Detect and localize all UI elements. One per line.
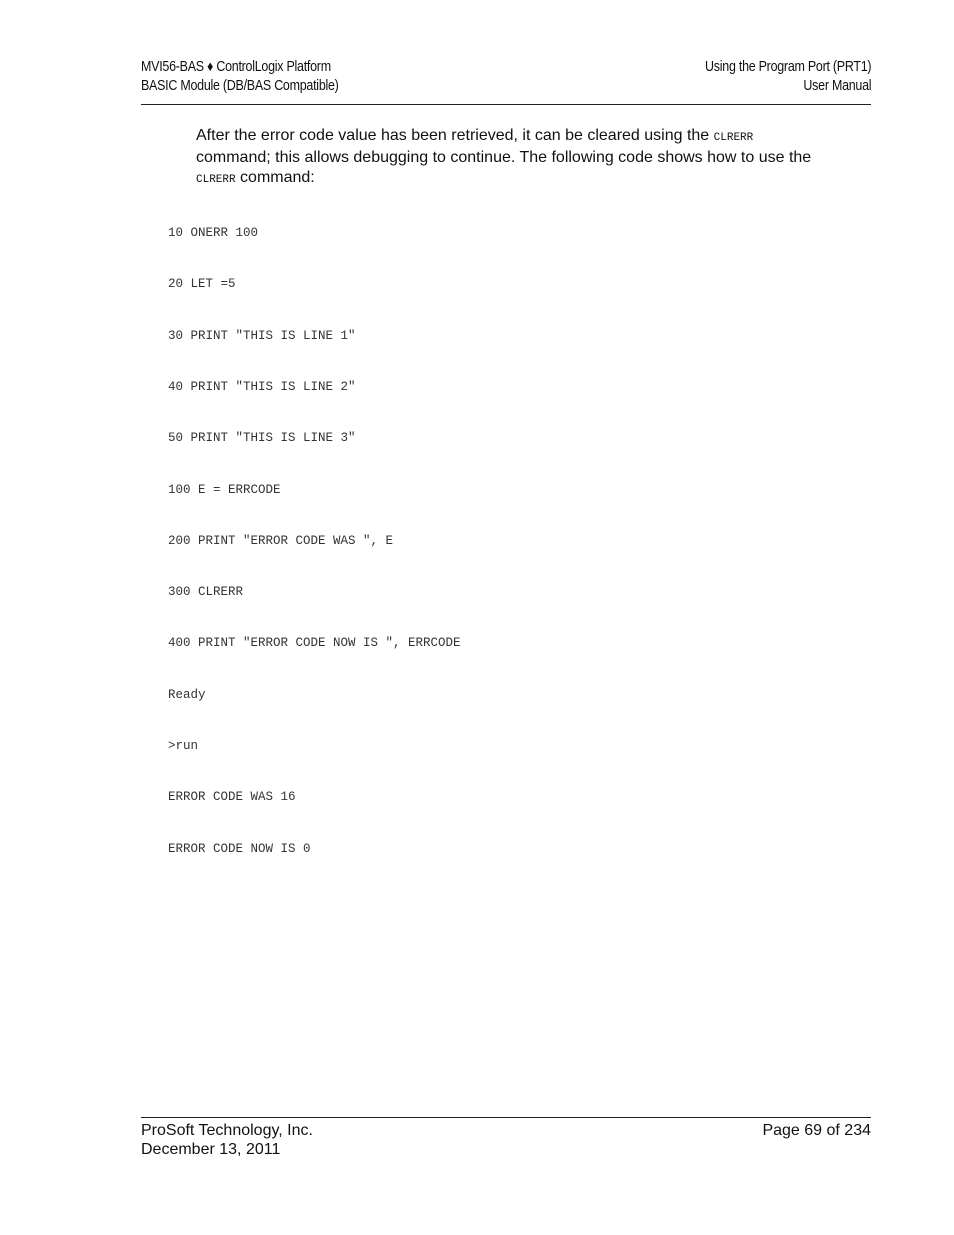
header-left: [141, 58, 339, 96]
page-header: [141, 56, 871, 105]
header-manual: User Manual: [803, 78, 871, 94]
header-product: MVI56-BAS ♦ ControlLogix Platform: [141, 59, 331, 75]
code-line: 100 E = ERRCODE: [168, 482, 281, 497]
code-line: 30 PRINT "THIS IS LINE 1": [168, 328, 356, 343]
footer-company: ProSoft Technology, Inc.: [141, 1122, 313, 1139]
inline-code-clrerr: CLRERR: [713, 132, 754, 144]
code-line: 40 PRINT "THIS IS LINE 2": [168, 380, 356, 395]
code-listing: [168, 191, 461, 875]
header-right: [705, 58, 871, 96]
footer-date: December 13, 2011: [141, 1141, 281, 1158]
paragraph-text-3: command:: [235, 169, 315, 186]
code-line: Ready: [168, 687, 206, 702]
footer-right: [762, 1121, 871, 1140]
code-line: 20 LET =5: [168, 277, 236, 292]
paragraph-text-1: After the error code value has been retrieved, it can be cleared using the: [196, 127, 714, 144]
header-module: BASIC Module (DB/BAS Compatible): [141, 78, 339, 94]
body-paragraph: [196, 126, 816, 190]
page-number: Page 69 of 234: [762, 1122, 871, 1139]
code-line: 400 PRINT "ERROR CODE NOW IS ", ERRCODE: [168, 636, 461, 651]
code-line: 50 PRINT "THIS IS LINE 3": [168, 431, 356, 446]
code-line: ERROR CODE NOW IS 0: [168, 841, 311, 856]
code-line: >run: [168, 739, 199, 753]
inline-code-clrerr: CLRERR: [196, 174, 236, 186]
code-line: 300 CLRERR: [168, 585, 244, 600]
code-line: 200 PRINT "ERROR CODE WAS ", E: [168, 533, 394, 548]
code-line: ERROR CODE WAS 16: [168, 790, 296, 805]
paragraph-text-2: command; this allows debugging to continue. The following code shows how to use the: [196, 149, 812, 166]
header-section: Using the Program Port (PRT1): [704, 59, 871, 75]
code-line: 10 ONERR 100: [168, 226, 259, 241]
page-footer: [141, 1117, 871, 1158]
footer-left: [141, 1121, 313, 1159]
